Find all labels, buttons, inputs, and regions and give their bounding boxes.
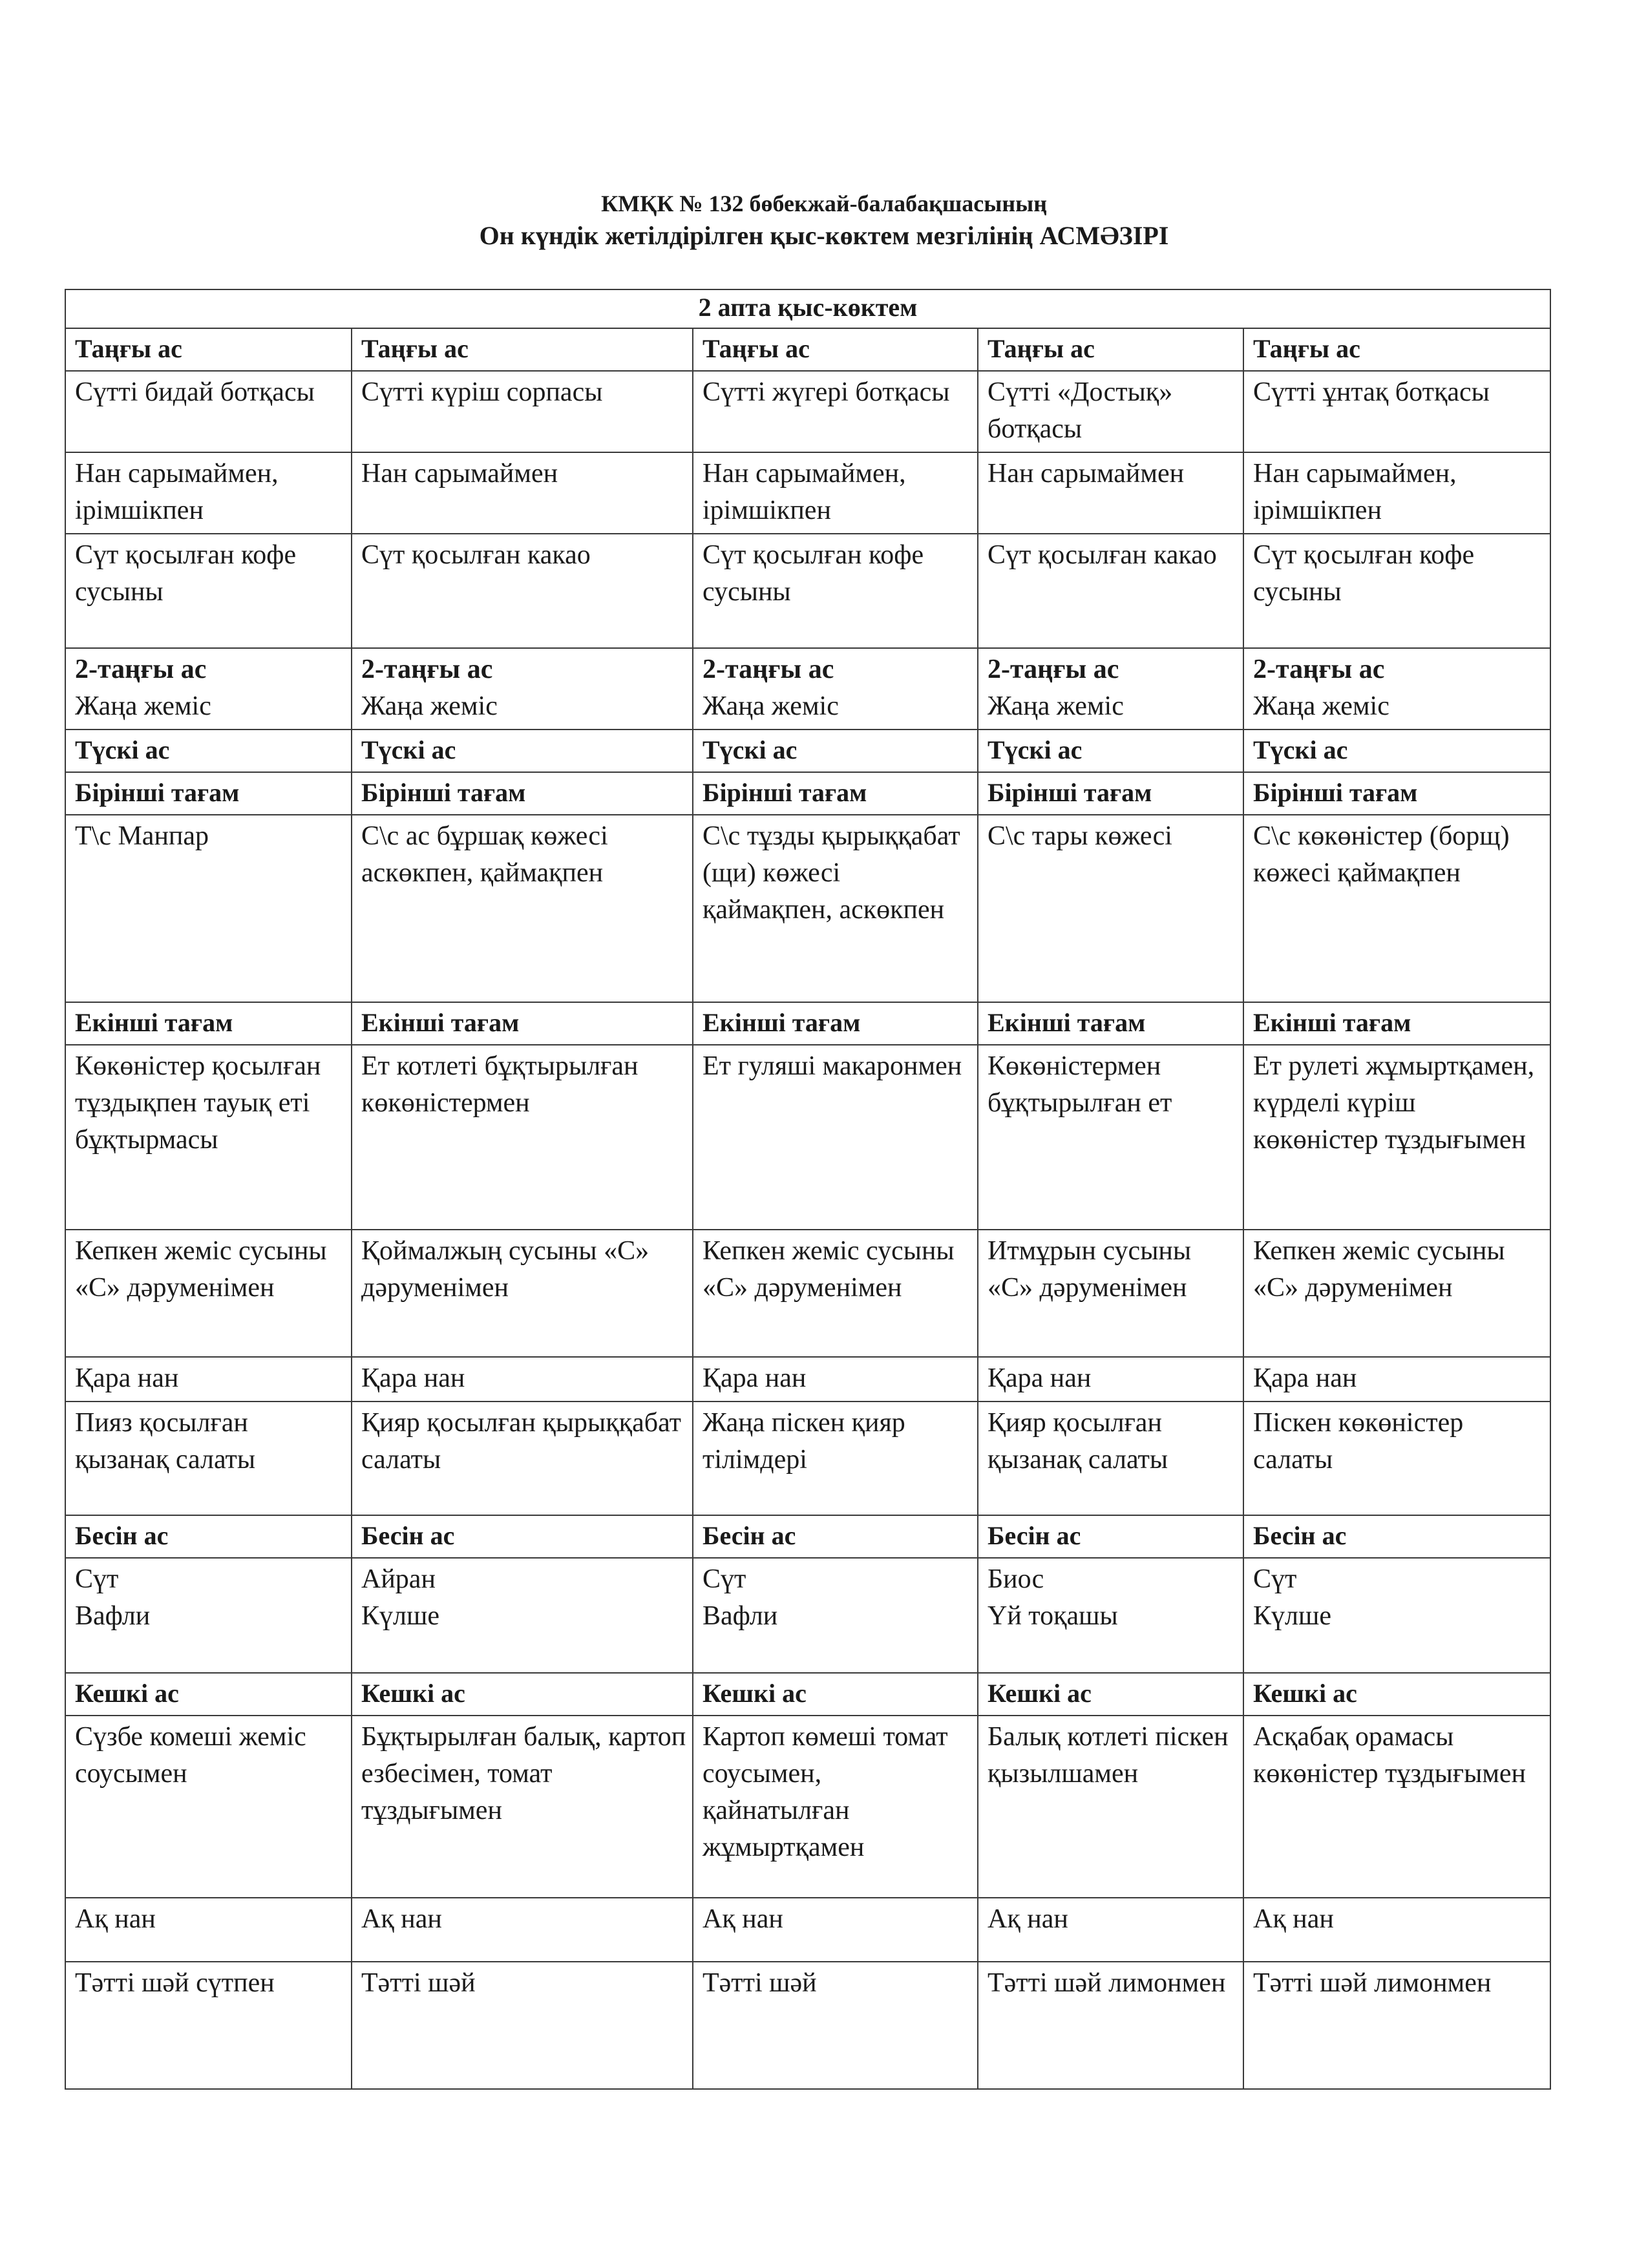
menu-cell [693,648,978,730]
menu-cell: Нан сарымаймен, ірімшікпен [65,452,352,534]
document-title [0,187,1648,252]
menu-item: Сүт [75,1564,119,1594]
meal-heading-cell: Түскі ас [978,730,1243,772]
week-title: 2 апта қыс-көктем [65,289,1550,328]
menu-cell: Нан сарымаймен, ірімшікпен [693,452,978,534]
menu-cell: Қара нан [1243,1357,1550,1402]
menu-row [65,1002,1550,1045]
menu-row [65,1962,1550,2089]
meal-heading-cell: Екінші тағам [1243,1002,1550,1045]
meal-heading-cell: Түскі ас [1243,730,1550,772]
menu-cell: Сүтті ұнтақ ботқасы [1243,371,1550,452]
menu-item: Жаңа жеміс [703,691,839,721]
menu-cell: Кепкен жеміс сусыны «С» дәруменімен [1243,1230,1550,1357]
menu-cell [352,648,693,730]
menu-cell: Ақ нан [693,1898,978,1962]
menu-cell: Ақ нан [352,1898,693,1962]
meal-heading-cell: Кешкі ас [1243,1673,1550,1716]
meal-heading-cell: Таңғы ас [978,328,1243,371]
week-header-row [65,289,1550,328]
menu-cell: Ет рулеті жұмыртқамен, күрделі күріш көкөністер тұздығымен [1243,1045,1550,1230]
menu-item: Вафли [703,1601,778,1631]
meal-heading-cell: Таңғы ас [693,328,978,371]
menu-cell: С\с тұзды қырыққабат (щи) көжесі қаймақпен, аскөкпен [693,815,978,1002]
meal-heading-cell: Бірінші тағам [65,772,352,815]
meal-heading: 2-таңғы ас [1253,655,1385,684]
meal-heading-cell: Бірінші тағам [693,772,978,815]
menu-cell [65,648,352,730]
meal-heading-cell: Түскі ас [693,730,978,772]
menu-cell: Қара нан [65,1357,352,1402]
meal-heading: 2-таңғы ас [988,655,1119,684]
meal-heading-cell: Бесін ас [65,1515,352,1558]
menu-cell: Нан сарымаймен, ірімшікпен [1243,452,1550,534]
menu-item: Жаңа жеміс [361,691,498,721]
meal-heading-cell: Бесін ас [1243,1515,1550,1558]
menu-cell: Кепкен жеміс сусыны «С» дәруменімен [693,1230,978,1357]
menu-cell: Балық котлеті піскен қызылшамен [978,1716,1243,1898]
meal-heading-cell: Таңғы ас [65,328,352,371]
menu-cell: Ет котлеті бұқтырылған көкөністермен [352,1045,693,1230]
menu-cell: Ақ нан [65,1898,352,1962]
menu-cell: Қияр қосылған қызанақ салаты [978,1402,1243,1515]
meal-heading-cell: Бірінші тағам [1243,772,1550,815]
meal-heading: 2-таңғы ас [703,655,834,684]
menu-item: Жаңа жеміс [1253,691,1389,721]
menu-row [65,328,1550,371]
menu-cell [352,1558,693,1673]
menu-cell: Сүт қосылған кофе сусыны [65,534,352,648]
menu-title: Он күндік жетілдірілген қыс-көктем мезгілінің АСМӘЗІРІ [479,221,1169,250]
meal-heading: 2-таңғы ас [361,655,493,684]
menu-cell [65,1558,352,1673]
menu-item: Вафли [75,1601,151,1631]
menu-cell [1243,648,1550,730]
menu-cell: Қара нан [978,1357,1243,1402]
menu-cell: С\с көкөністер (борщ) көжесі қаймақпен [1243,815,1550,1002]
menu-cell: Тәтті шәй лимонмен [978,1962,1243,2089]
menu-item: Сүт [1253,1564,1297,1594]
menu-row [65,815,1550,1002]
menu-cell: Піскен көкөністер салаты [1243,1402,1550,1515]
menu-cell: Нан сарымаймен [978,452,1243,534]
menu-cell: Көкөністермен бұқтырылған ет [978,1045,1243,1230]
menu-cell: Сүт қосылған кофе сусыны [1243,534,1550,648]
meal-heading-cell: Кешкі ас [978,1673,1243,1716]
menu-row [65,1357,1550,1402]
menu-item: Жаңа жеміс [988,691,1124,721]
meal-heading-cell: Таңғы ас [1243,328,1550,371]
menu-item: Күлше [361,1601,439,1631]
menu-table [65,289,1551,2090]
menu-cell: Нан сарымаймен [352,452,693,534]
meal-heading-cell: Кешкі ас [65,1673,352,1716]
menu-row [65,371,1550,452]
menu-row [65,1898,1550,1962]
meal-heading-cell: Бірінші тағам [978,772,1243,815]
menu-cell [978,1558,1243,1673]
menu-cell: Сүтті бидай ботқасы [65,371,352,452]
menu-cell: Тәтті шәй [352,1962,693,2089]
menu-cell: Сүт қосылған кофе сусыны [693,534,978,648]
meal-heading-cell: Кешкі ас [693,1673,978,1716]
meal-heading-cell: Екінші тағам [978,1002,1243,1045]
menu-cell: Тәтті шәй сүтпен [65,1962,352,2089]
menu-cell: Бұқтырылған балық, картоп езбесімен, томат тұздығымен [352,1716,693,1898]
meal-heading-cell: Бесін ас [352,1515,693,1558]
menu-item: Жаңа жеміс [75,691,211,721]
meal-heading-cell: Түскі ас [352,730,693,772]
menu-cell: Итмұрын сусыны «С» дәруменімен [978,1230,1243,1357]
menu-row [65,1558,1550,1673]
meal-heading-cell: Бесін ас [693,1515,978,1558]
menu-cell: Жаңа піскен қияр тілімдері [693,1402,978,1515]
menu-row [65,648,1550,730]
menu-cell: Пияз қосылған қызанақ салаты [65,1402,352,1515]
menu-cell: Т\с Манпар [65,815,352,1002]
menu-cell: Картоп көмеші томат соусымен, қайнатылған жұмыртқамен [693,1716,978,1898]
meal-heading-cell: Екінші тағам [352,1002,693,1045]
menu-cell: Сүтті күріш сорпасы [352,371,693,452]
meal-heading-cell: Бірінші тағам [352,772,693,815]
menu-row [65,730,1550,772]
menu-cell: Сүтті жүгері ботқасы [693,371,978,452]
menu-row [65,1673,1550,1716]
menu-row [65,452,1550,534]
menu-cell: Қара нан [352,1357,693,1402]
menu-item: Күлше [1253,1601,1331,1631]
menu-cell [1243,1558,1550,1673]
meal-heading: 2-таңғы ас [75,655,207,684]
menu-row [65,1045,1550,1230]
meal-heading-cell: Екінші тағам [65,1002,352,1045]
meal-heading-cell: Бесін ас [978,1515,1243,1558]
meal-heading-cell: Таңғы ас [352,328,693,371]
menu-cell: Ет гуляші макаронмен [693,1045,978,1230]
menu-cell: Сүт қосылған какао [978,534,1243,648]
menu-cell: Тәтті шәй лимонмен [1243,1962,1550,2089]
meal-heading-cell: Екінші тағам [693,1002,978,1045]
menu-row [65,1515,1550,1558]
menu-cell: Көкөністер қосылған тұздықпен тауық еті бұқтырмасы [65,1045,352,1230]
menu-cell: Қоймалжың сусыны «С» дәруменімен [352,1230,693,1357]
menu-cell: Қара нан [693,1357,978,1402]
menu-cell: Ақ нан [1243,1898,1550,1962]
menu-item: Айран [361,1564,436,1594]
menu-row [65,772,1550,815]
menu-row [65,1230,1550,1357]
meal-heading-cell: Кешкі ас [352,1673,693,1716]
menu-cell: С\с тары көжесі [978,815,1243,1002]
menu-cell: Тәтті шәй [693,1962,978,2089]
menu-item: Үй тоқашы [988,1601,1118,1631]
menu-row [65,1402,1550,1515]
meal-heading-cell: Түскі ас [65,730,352,772]
menu-cell [693,1558,978,1673]
menu-cell: Сүт қосылған какао [352,534,693,648]
menu-item: Сүт [703,1564,746,1594]
menu-row [65,534,1550,648]
menu-cell: С\с ас бұршақ көжесі аскөкпен, қаймақпен [352,815,693,1002]
menu-cell: Ақ нан [978,1898,1243,1962]
menu-cell: Кепкен жеміс сусыны «С» дәруменімен [65,1230,352,1357]
menu-cell: Асқабақ орамасы көкөністер тұздығымен [1243,1716,1550,1898]
menu-cell [978,648,1243,730]
menu-cell: Сүзбе комеші жеміс соусымен [65,1716,352,1898]
menu-cell: Сүтті «Достық» ботқасы [978,371,1243,452]
menu-row [65,1716,1550,1898]
menu-item: Биос [988,1564,1044,1594]
menu-cell: Қияр қосылған қырыққабат салаты [352,1402,693,1515]
institution-title: КМҚК № 132 бөбекжай-балабақшасының [601,191,1047,216]
